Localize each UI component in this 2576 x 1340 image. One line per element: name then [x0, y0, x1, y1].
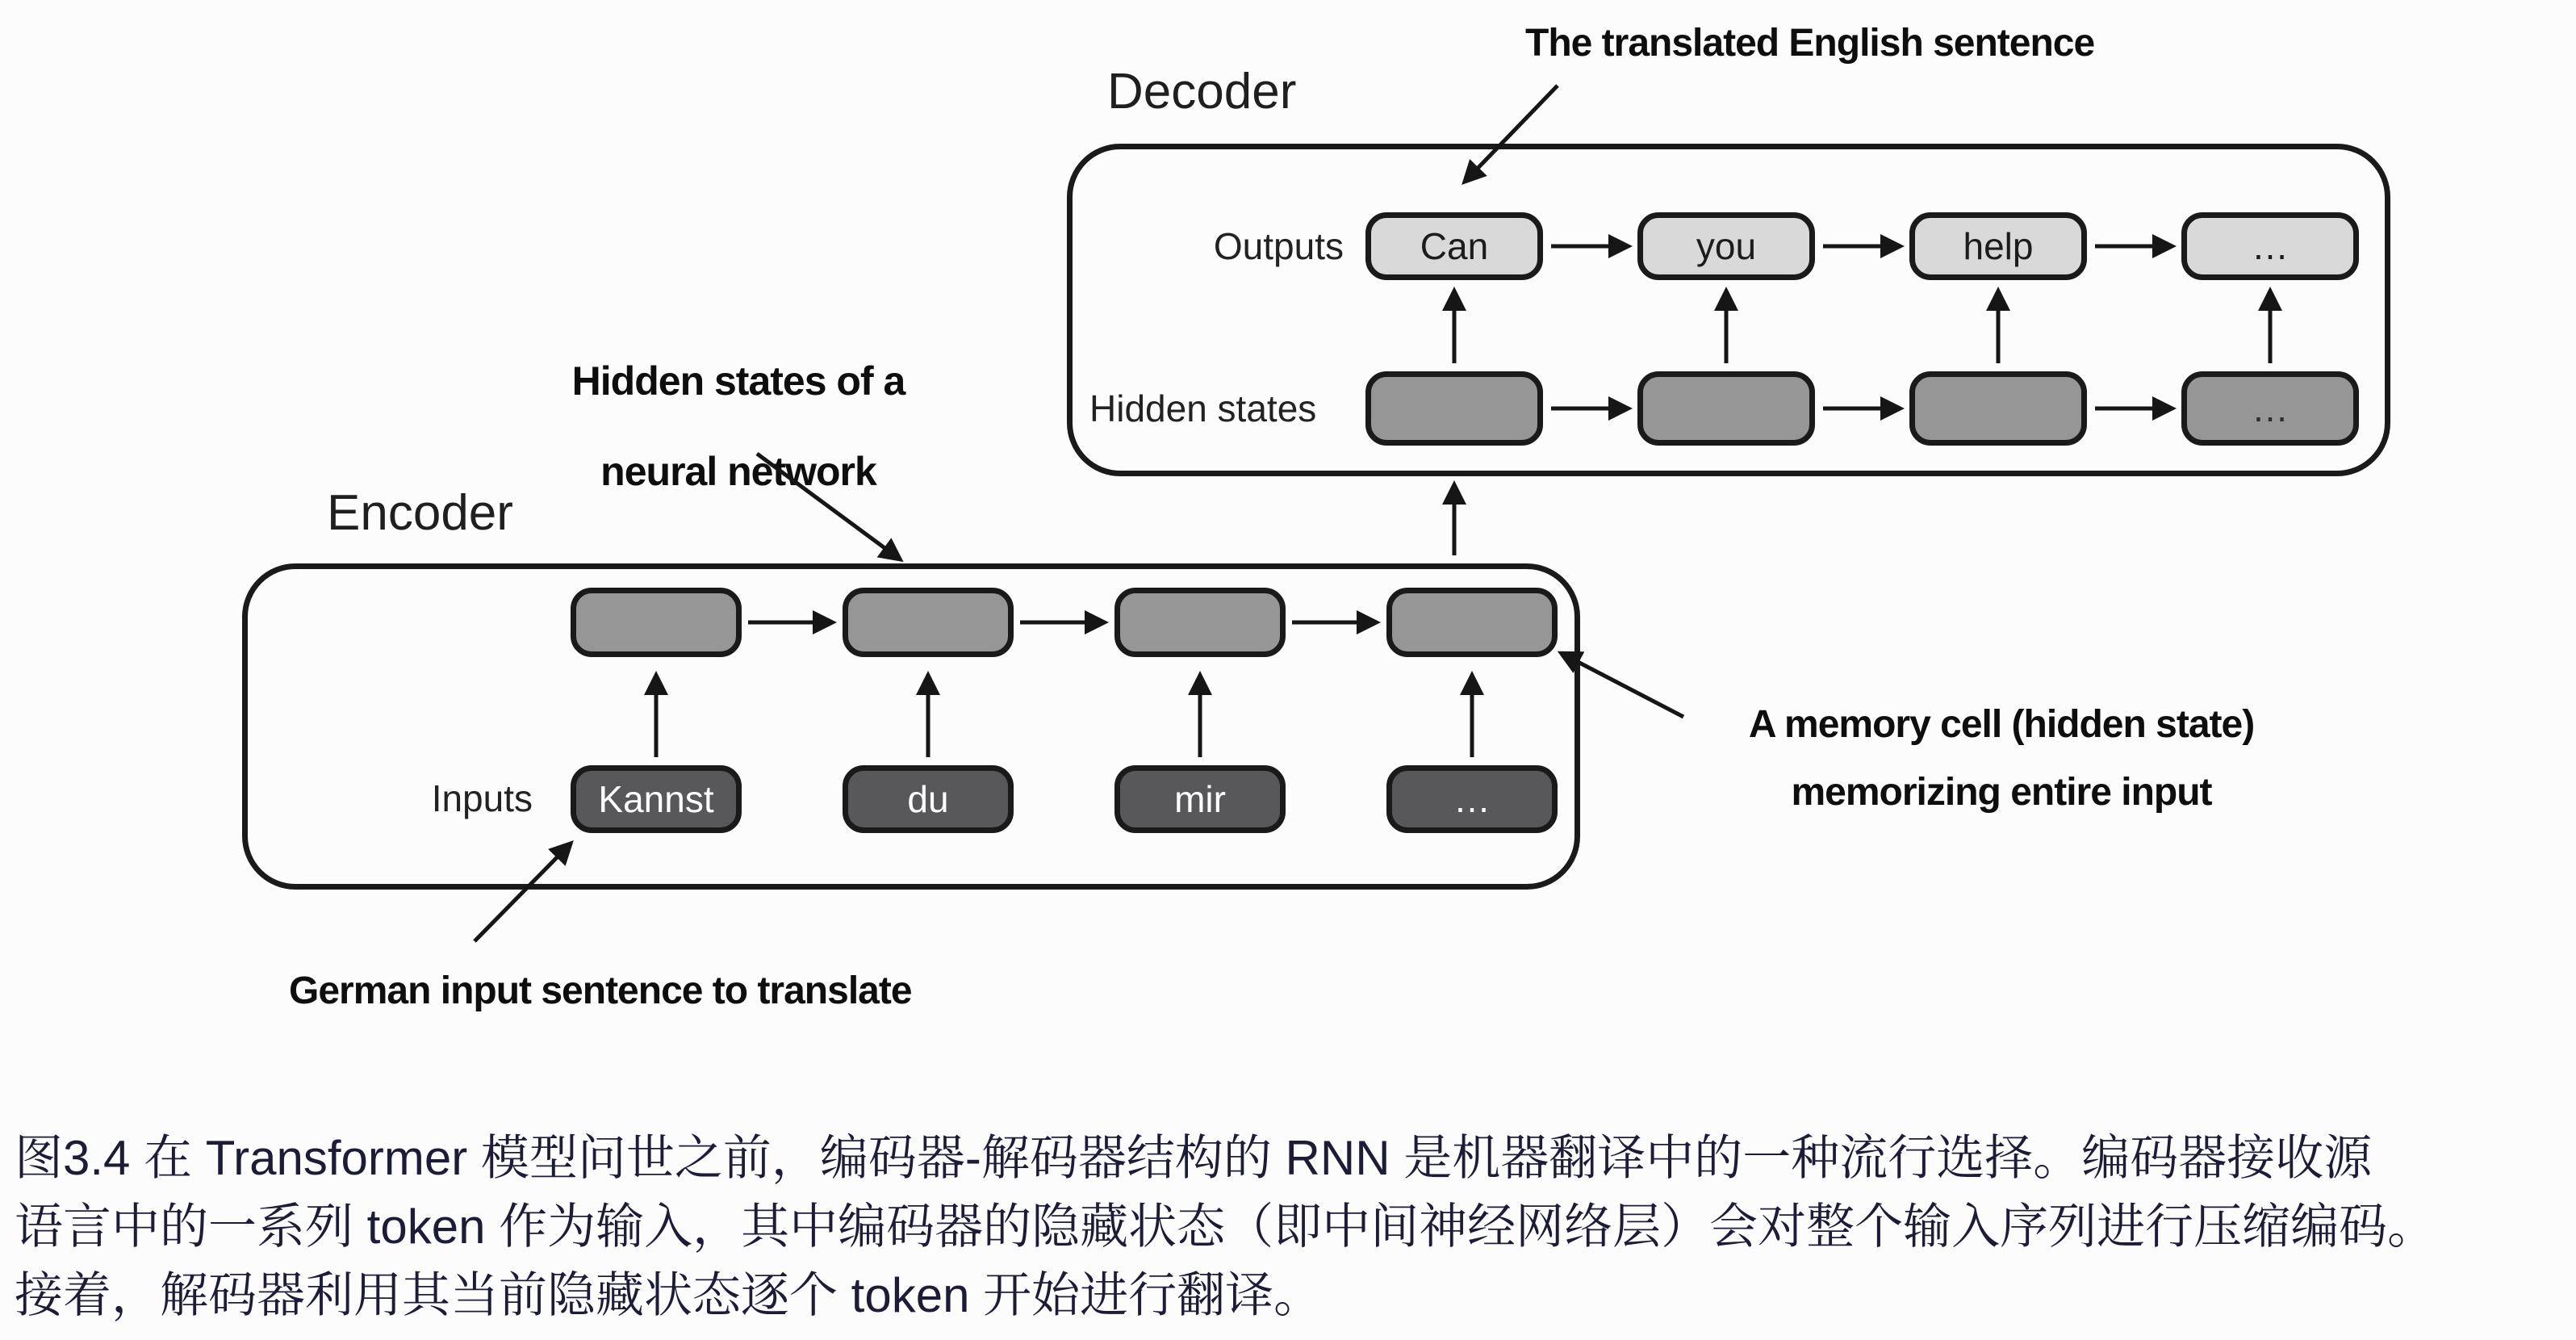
caption-line-2: 语言中的一系列 token 作为输入，其中编码器的隐藏状态（即中间神经网络层）会对整个输入序列进行压缩编码。 — [15, 1200, 2436, 1254]
annotation-hidden-states-line2: neural network — [600, 449, 876, 494]
caption-line-3: 接着，解码器利用其当前隐藏状态逐个 token 开始进行翻译。 — [15, 1268, 1323, 1322]
decoder-hidden-box-3 — [1909, 371, 2087, 446]
decoder-title: Decoder — [1107, 64, 1297, 119]
inputs-row-label: Inputs — [431, 777, 533, 819]
annotation-memory-cell — [1679, 691, 2324, 827]
encoder-title: Encoder — [327, 485, 513, 541]
encoder-hidden-box-2 — [843, 588, 1014, 657]
input-box-kannst: Kannst — [571, 765, 742, 833]
hidden-states-row-label: Hidden states — [1089, 387, 1317, 429]
output-box-you: you — [1637, 212, 1815, 280]
annotation-memory-cell-line1: A memory cell (hidden state) — [1748, 703, 2255, 746]
caption-line-1: 图3.4 在 Transformer 模型问世之前，编码器-解码器结构的 RNN 是机器翻译中的一种流行选择。编码器接收源 — [15, 1131, 2373, 1185]
decoder-hidden-box-1 — [1365, 371, 1543, 446]
encoder-hidden-box-1 — [571, 588, 742, 657]
output-box-ellipsis: … — [2181, 212, 2359, 280]
encoder-hidden-box-4 — [1386, 588, 1558, 657]
input-box-ellipsis: … — [1386, 765, 1558, 833]
annotation-translated-sentence: The translated English sentence — [1525, 22, 2095, 65]
annotation-memory-cell-line2: memorizing entire input — [1791, 771, 2212, 814]
outputs-row-label: Outputs — [1213, 225, 1344, 267]
annotation-hidden-states-line1: Hidden states of a — [571, 358, 905, 404]
arrow-memorycell-to-encoder — [1562, 654, 1683, 717]
output-box-can: Can — [1365, 212, 1543, 280]
decoder-hidden-box-2 — [1637, 371, 1815, 446]
input-box-du: du — [843, 765, 1014, 833]
input-box-mir: mir — [1114, 765, 1286, 833]
decoder-hidden-box-ellipsis: … — [2181, 371, 2359, 446]
output-box-help: help — [1909, 212, 2087, 280]
annotation-german-input: German input sentence to translate — [289, 969, 912, 1012]
annotation-hidden-states — [500, 336, 976, 517]
figure-caption — [15, 1124, 2436, 1330]
encoder-hidden-box-3 — [1114, 588, 1286, 657]
